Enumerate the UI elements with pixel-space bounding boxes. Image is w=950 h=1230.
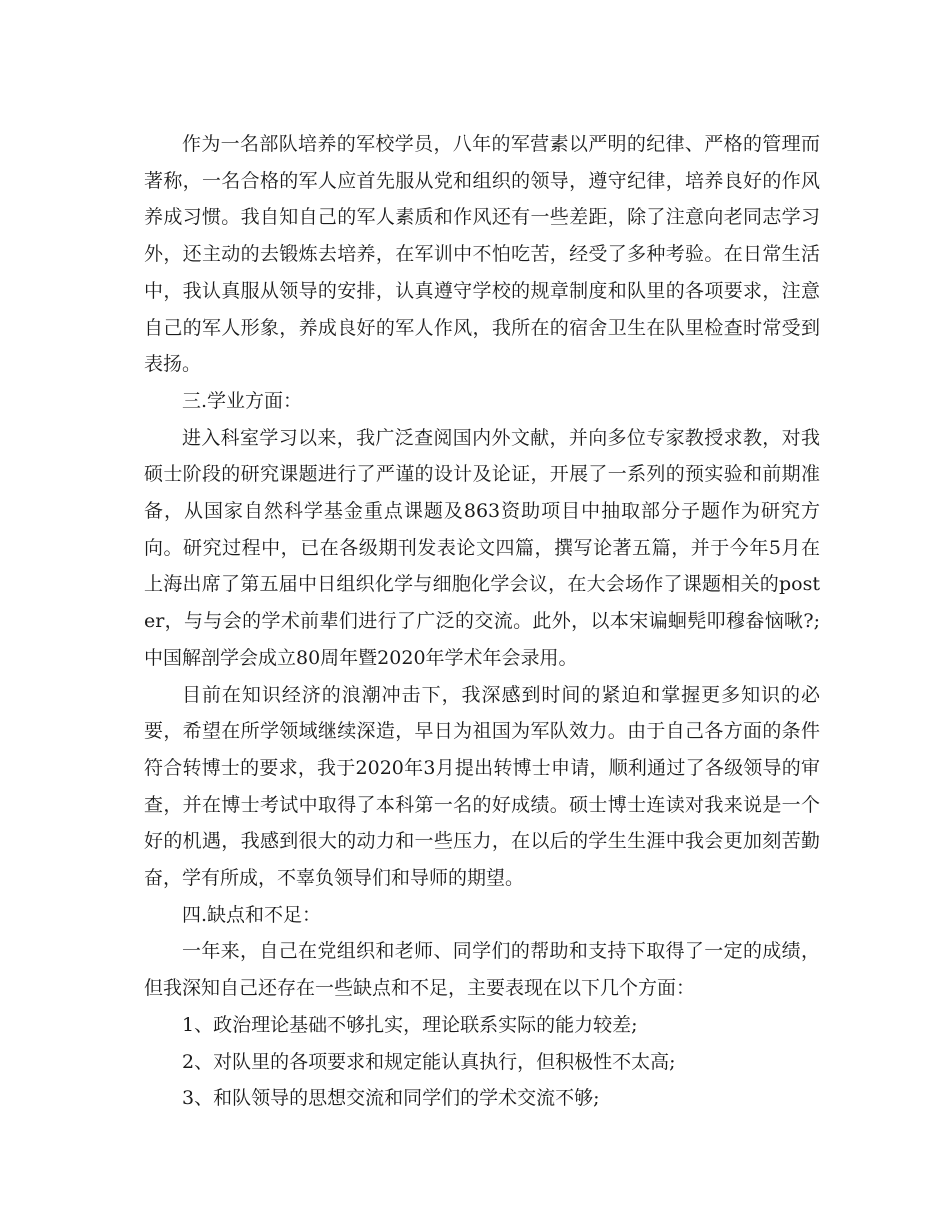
paragraph-shortcomings-intro: 一年来，自己在党组织和老师、同学们的帮助和支持下取得了一定的成绩，但我深知自己还存在一些缺点和不足，主要表现在以下几个方面： bbox=[144, 940, 820, 1000]
section-heading-academics: 三.学业方面： bbox=[182, 389, 303, 412]
section-heading-shortcomings: 四.缺点和不足： bbox=[182, 903, 322, 926]
list-item-shortcoming-1: 1、政治理论基础不够扎实，理论联系实际的能力较差; bbox=[182, 1013, 638, 1036]
document-body bbox=[144, 126, 820, 1117]
paragraph-research: 进入科室学习以来，我广泛查阅国内外文献，并向多位专家教授求教，对我硕士阶段的研究课题进行了严谨的设计及论证，开展了一系列的预实验和前期准备，从国家自然科学基金重点课题及863资助项目中抽取部分子题作为研究方向。研究过程中，已在各级期刊发表论文四篇，撰写论著五篇，并于今年5月在上海出席了第五届中日组织化学与细胞化学会议，在大会场作了课题相关的poster，与与会的学术前辈们进行了广泛的交流。此外，以本宋谝蛔髡叩穆畚恼啾?;中国解剖学会成立80周年暨2020年学术年会录用。 bbox=[144, 426, 820, 669]
paragraph-phd-transfer: 目前在知识经济的浪潮冲击下，我深感到时间的紧迫和掌握更多知识的必要，希望在所学领域继续深造，早日为祖国为军队效力。由于自己各方面的条件符合转博士的要求，我于2020年3月提出转博士申请，顺利通过了各级领导的审查，并在博士考试中取得了本科第一名的好成绩。硕士博士连读对我来说是一个好的机遇，我感到很大的动力和一些压力，在以后的学生生涯中我会更加刻苦勤奋，学有所成，不辜负领导们和导师的期望。 bbox=[144, 683, 820, 890]
paragraph-military-discipline: 作为一名部队培养的军校学员，八年的军营素以严明的纪律、严格的管理而著称，一名合格的军人应首先服从党和组织的领导，遵守纪律，培养良好的作风养成习惯。我自知自己的军人素质和作风还有一些差距，除了注意向老同志学习外，还主动的去锻炼去培养，在军训中不怕吃苦，经受了多种考验。在日常生活中，我认真服从领导的安排，认真遵守学校的规章制度和队里的各项要求，注意自己的军人形象，养成良好的军人作风，我所在的宿舍卫生在队里检查时常受到表扬。 bbox=[144, 133, 820, 376]
list-item-shortcoming-2: 2、对队里的各项要求和规定能认真执行，但积极性不太高; bbox=[182, 1050, 676, 1073]
list-item-shortcoming-3: 3、和队领导的思想交流和同学们的学术交流不够; bbox=[182, 1087, 600, 1110]
